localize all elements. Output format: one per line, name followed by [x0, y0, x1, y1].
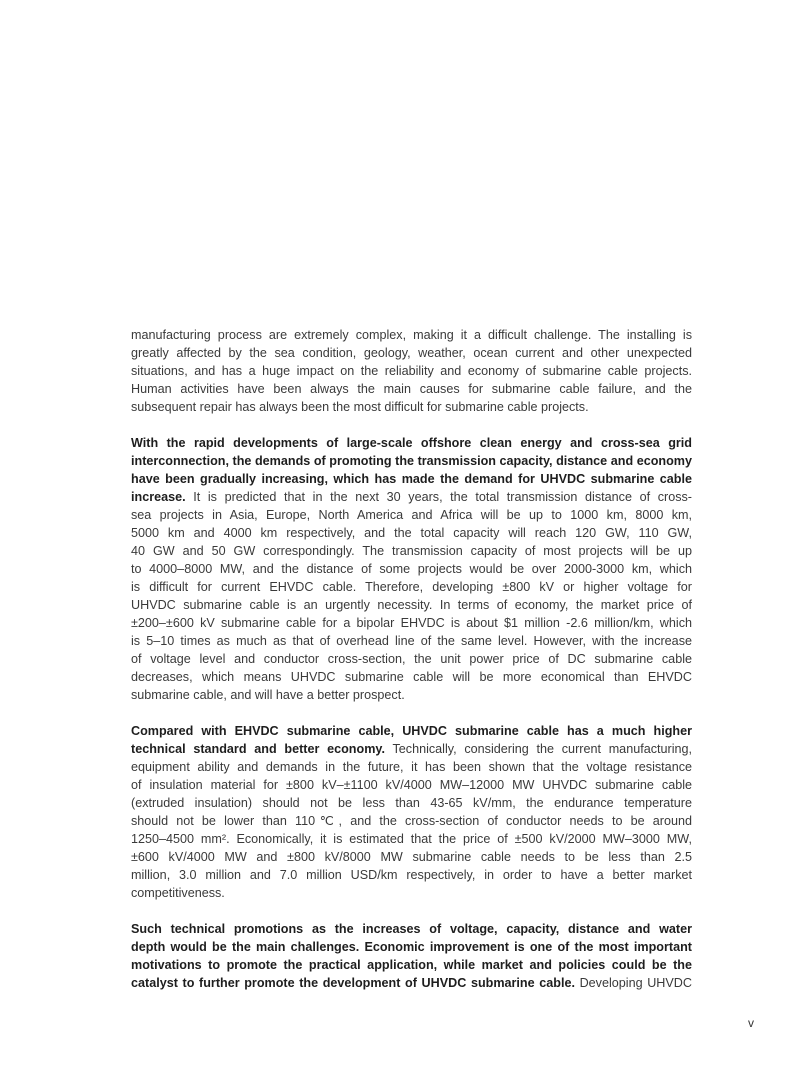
paragraph: [131, 326, 692, 416]
paragraph: [131, 920, 692, 992]
text: of voltage level and conductor cross-section, the unit power price of DC submarine cable: [131, 652, 692, 666]
bold-text: catalyst to further promote the development of UHVDC submarine cable.: [131, 976, 575, 990]
text-line: [131, 956, 692, 974]
bold-text: Compared with EHVDC submarine cable, UHVDC submarine cable has a much higher: [131, 724, 692, 738]
text-line: [131, 560, 692, 578]
text-line: [131, 740, 692, 758]
paragraph: [131, 434, 692, 704]
text-line: [131, 362, 692, 380]
bold-text: With the rapid developments of large-scale offshore clean energy and cross-sea grid: [131, 436, 692, 450]
text-line: [131, 920, 692, 938]
text-line: [131, 812, 692, 830]
text-line: [131, 398, 692, 416]
text-line: [131, 614, 692, 632]
text: should not be lower than 110℃, and the cross-section of conductor needs to be around: [131, 814, 692, 828]
text-line: [131, 776, 692, 794]
text: equipment ability and demands in the future, it has been shown that the voltage resistance: [131, 760, 692, 774]
text-line: [131, 722, 692, 740]
text: situations, and has a huge impact on the reliability and economy of submarine cable projects.: [131, 364, 692, 378]
bold-text: motivations to promote the practical application, while market and policies could be the: [131, 958, 692, 972]
text: competitiveness.: [131, 886, 225, 900]
text-line: [131, 650, 692, 668]
body-text: [131, 326, 692, 1010]
text: 5000 km and 4000 km respectively, and the total capacity will reach 120 GW, 110 GW,: [131, 526, 692, 540]
text: million, 3.0 million and 7.0 million USD/km respectively, in order to have a better market: [131, 868, 692, 882]
paragraph: [131, 722, 692, 902]
text: is difficult for current EHVDC cable. Therefore, developing ±800 kV or higher voltage for: [131, 580, 692, 594]
text-line: [131, 470, 692, 488]
text: Technically, considering the current manufacturing,: [384, 742, 693, 756]
text-line: [131, 326, 692, 344]
text-line: [131, 524, 692, 542]
text-line: [131, 974, 692, 992]
text: 1250–4500 mm². Economically, it is estimated that the price of ±500 kV/2000 MW–3000 MW,: [131, 832, 692, 846]
text-line: [131, 452, 692, 470]
text-line: [131, 938, 692, 956]
text: (extruded insulation) should not be less than 43-65 kV/mm, the endurance temperature: [131, 796, 692, 810]
text-line: [131, 542, 692, 560]
text-line: [131, 344, 692, 362]
bold-text: interconnection, the demands of promoting the transmission capacity, distance and economy: [131, 454, 692, 468]
bold-text: have been gradually increasing, which has made the demand for UHVDC submarine cable: [131, 472, 692, 486]
text: Developing UHVDC: [574, 976, 692, 990]
text: Human activities have been always the main causes for submarine cable failure, and the: [131, 382, 692, 396]
text-line: [131, 884, 692, 902]
bold-text: increase.: [131, 490, 186, 504]
text-line: [131, 488, 692, 506]
text: ±200–±600 kV submarine cable for a bipolar EHVDC is about $1 million -2.6 million/km, which: [131, 616, 692, 630]
text-line: [131, 596, 692, 614]
bold-text: Such technical promotions as the increases of voltage, capacity, distance and water: [131, 922, 692, 936]
text: submarine cable, and will have a better prospect.: [131, 688, 405, 702]
text: decreases, which means UHVDC submarine cable will be more economical than EHVDC: [131, 670, 692, 684]
text: 40 GW and 50 GW correspondingly. The transmission capacity of most projects will be up: [131, 544, 692, 558]
text: sea projects in Asia, Europe, North America and Africa will be up to 1000 km, 8000 km,: [131, 508, 692, 522]
text-line: [131, 632, 692, 650]
bold-text: depth would be the main challenges. Economic improvement is one of the most important: [131, 940, 692, 954]
text: greatly affected by the sea condition, geology, weather, ocean current and other unexpected: [131, 346, 692, 360]
text-line: [131, 794, 692, 812]
text-line: [131, 434, 692, 452]
text: of insulation material for ±800 kV–±1100 kV/4000 MW–12000 MW UHVDC submarine cable: [131, 778, 692, 792]
text: to 4000–8000 MW, and the distance of some projects would be over 2000-3000 km, which: [131, 562, 692, 576]
text: ±600 kV/4000 MW and ±800 kV/8000 MW submarine cable needs to be less than 2.5: [131, 850, 692, 864]
page-number: v: [748, 1016, 754, 1030]
text-line: [131, 830, 692, 848]
text-line: [131, 866, 692, 884]
text-line: [131, 686, 692, 704]
text: It is predicted that in the next 30 years, the total transmission distance of cross-: [185, 490, 692, 504]
text-line: [131, 848, 692, 866]
text: UHVDC submarine cable is an urgently necessity. In terms of economy, the market price of: [131, 598, 692, 612]
bold-text: technical standard and better economy.: [131, 742, 385, 756]
text-line: [131, 578, 692, 596]
text-line: [131, 380, 692, 398]
text-line: [131, 758, 692, 776]
text-line: [131, 506, 692, 524]
text-line: [131, 668, 692, 686]
text: subsequent repair has always been the most difficult for submarine cable projects.: [131, 400, 589, 414]
text: is 5–10 times as much as that of overhead line of the same level. However, with the increase: [131, 634, 692, 648]
text: manufacturing process are extremely complex, making it a difficult challenge. The installing is: [131, 328, 692, 342]
